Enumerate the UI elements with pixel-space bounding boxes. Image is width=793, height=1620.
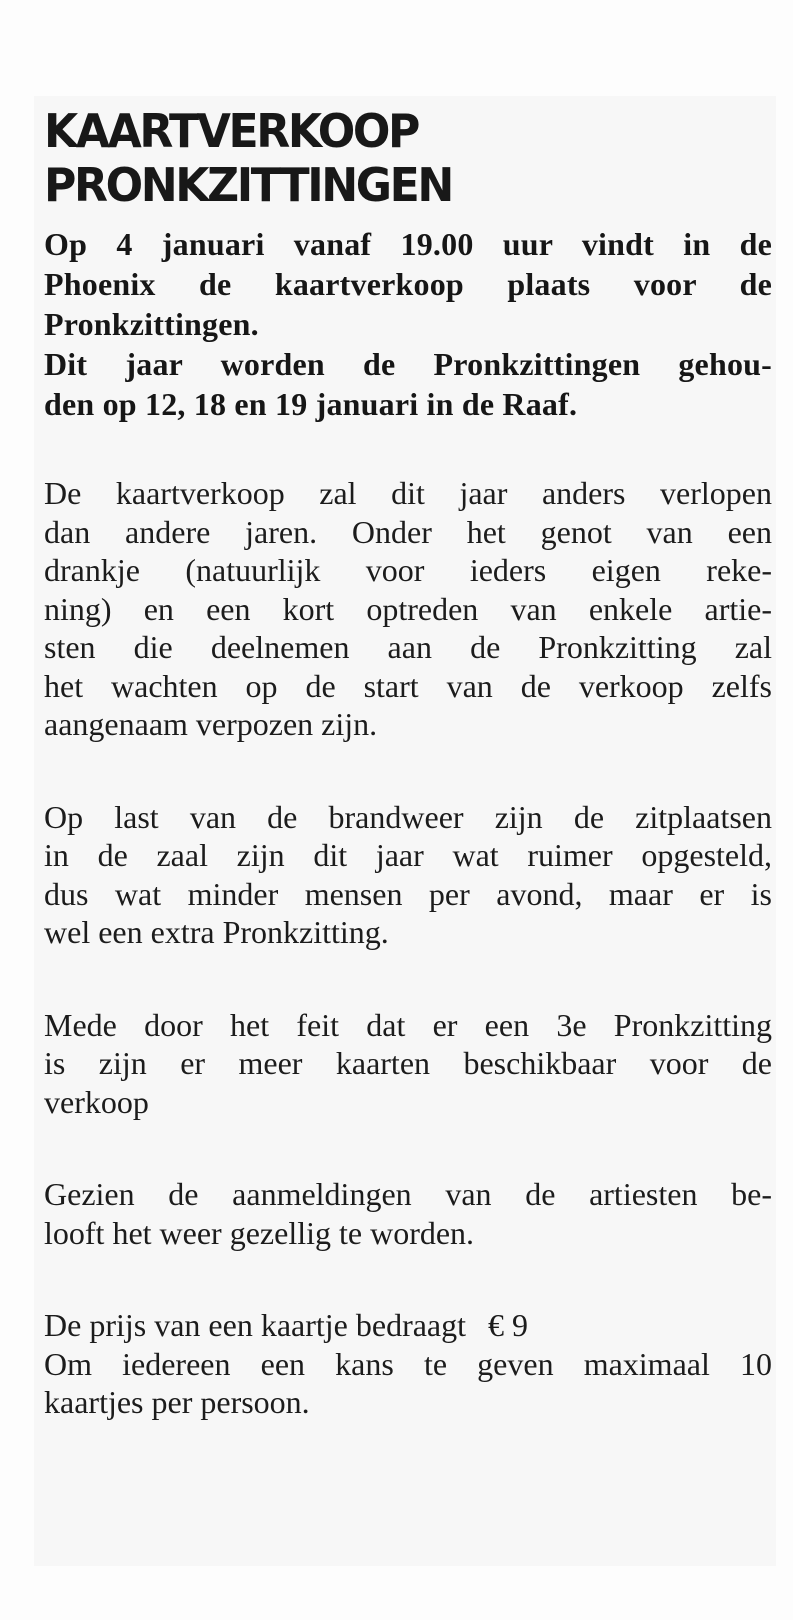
price-line [44,1306,772,1345]
text-line: Om iedereen een kans te geven maximaal 10 [44,1345,772,1382]
text-line: Gezien de aanmeldingen van de artiesten be- [44,1176,772,1212]
text-line: dan andere jaren. Onder het genot van een [44,513,772,550]
text-line: het wachten op de start van de verkoop zelfs [44,667,772,704]
text-line: Mede door het feit dat er een 3e Pronkzitting [44,1006,772,1043]
text-line: kaartjes per persoon. [44,1384,310,1420]
text-line: dus wat minder mensen per avond, maar er is [44,875,772,912]
text-line: in de zaal zijn dit jaar wat ruimer opgesteld, [44,837,772,873]
price-paragraph [44,1306,772,1422]
lead-line: Dit jaar worden de Pronkzittingen gehou- [44,346,772,382]
body-paragraph [44,798,772,952]
price-label: De prijs van een kaartje bedraagt [44,1307,467,1343]
text-line: verkoop [44,1083,149,1120]
text-line: aangenaam verpozen zijn. [44,706,378,742]
text-line: De kaartverkoop zal dit jaar anders verlopen [44,475,772,511]
article [44,104,772,1422]
lead-line: Phoenix de kaartverkoop plaats voor de [44,266,772,302]
text-line: sten die deelnemen aan de Pronkzitting zal [44,629,772,665]
body-paragraph [44,1175,772,1252]
lead-paragraph [44,224,772,424]
text-line: wel een extra Pronkzitting. [44,914,389,950]
price-value: € 9 [488,1307,529,1343]
text-line: looft het weer gezellig te worden. [44,1214,475,1251]
lead-line: Pronkzittingen. [44,306,259,342]
title-line: KAARTVERKOOP [44,104,418,158]
text-line: drankje (natuurlijk voor ieders eigen reke- [44,552,772,588]
body-paragraph [44,1006,772,1122]
text-line: is zijn er meer kaarten beschikbaar voor de [44,1045,772,1081]
lead-line: den op 12, 18 en 19 januari in de Raaf. [44,386,578,422]
lead-line: Op 4 januari vanaf 19.00 uur vindt in de [44,226,772,262]
article-title [44,104,743,212]
body-paragraph [44,474,772,744]
title-line: PRONKZITTINGEN [44,158,452,212]
text-line: Op last van de brandweer zijn de zitplaatsen [44,798,772,835]
text-line: ning) en een kort optreden van enkele artie- [44,590,772,627]
